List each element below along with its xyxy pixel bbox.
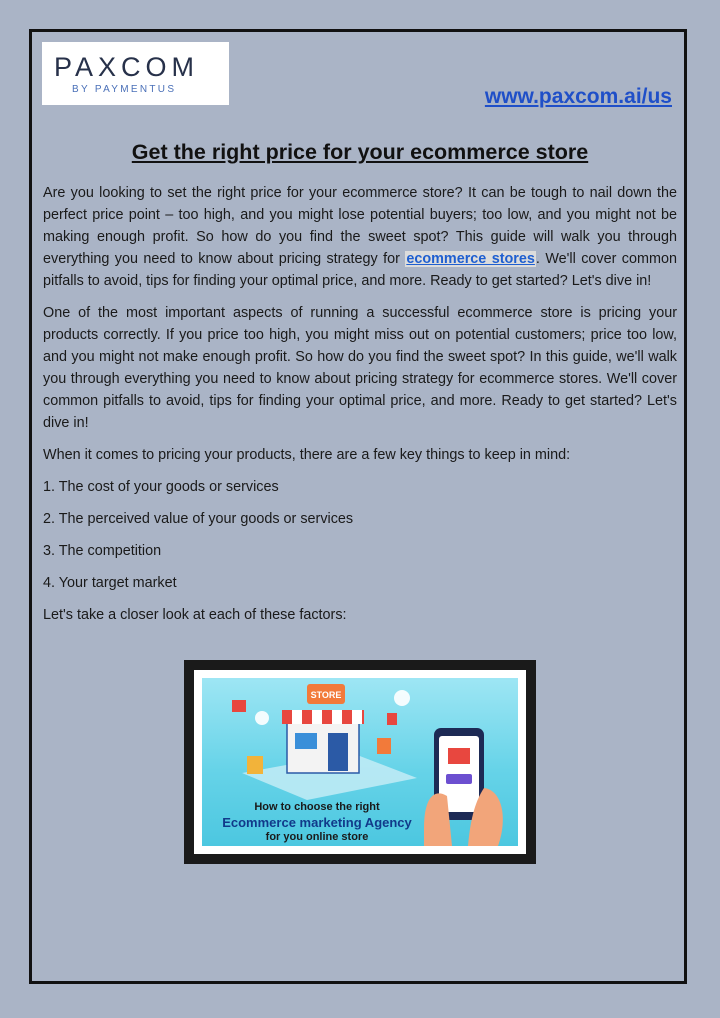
logo-wordmark: PAXCOM: [54, 52, 200, 82]
website-link[interactable]: www.paxcom.ai/us: [484, 85, 672, 108]
paragraph-2: One of the most important aspects of running a successful ecommerce store is pricing your products correctly. If you price too high, you might miss out on potential customers; price too low, and you might not make enough profit. So how do you find the sweet spot? In this guide, we'll walk you through everything you need to know about pricing strategy for ecommerce stores. We'll cover common pitfalls to avoid, tips for finding your optimal price, and more. Ready to get started? Let's dive in!: [43, 305, 677, 431]
list-item: 2. The perceived value of your goods or services: [43, 511, 354, 527]
intro-paragraph: [43, 182, 677, 292]
closing-paragraph: Let's take a closer look at each of these factors:: [43, 607, 347, 623]
caption-line-3: for you online store: [265, 831, 369, 843]
intro-text-before: Are you looking to set the right price for your ecommerce store? It can be tough to nail down the perfect price point – too high, and you might lose potential buyers; too low, and you might not be making enough profit. So how do you find the sweet spot? This guide will walk you through everything you need to know about pricing strategy for: [43, 185, 677, 267]
article-body: [43, 182, 677, 636]
caption-line-1: How to choose the right: [254, 801, 380, 813]
ecommerce-illustration: [184, 660, 536, 864]
store-sign-text: STORE: [310, 690, 342, 700]
paxcom-logo[interactable]: [42, 42, 229, 105]
logo-tagline: BY PAYMENTUS: [72, 84, 177, 95]
paragraph-3: When it comes to pricing your products, there are a few key things to keep in mind:: [43, 447, 571, 463]
illustration-mat: [194, 670, 526, 854]
ecommerce-stores-link[interactable]: ecommerce stores: [406, 251, 535, 267]
shopping-bag-icon: [247, 756, 263, 774]
list-item: 3. The competition: [43, 543, 162, 559]
list-item: 1. The cost of your goods or services: [43, 479, 279, 495]
caption-line-2: Ecommerce marketing Agency: [222, 815, 412, 830]
illustration-art: [202, 678, 518, 846]
illustration-caption: [202, 800, 432, 845]
intro-text-after: . We'll cover common pitfalls to avoid, tips for finding your optimal price, and more. Ready to get started? Let's dive in!: [43, 251, 677, 289]
page-title: Get the right price for your ecommerce store: [131, 140, 589, 164]
list-item: 4. Your target market: [43, 575, 177, 591]
